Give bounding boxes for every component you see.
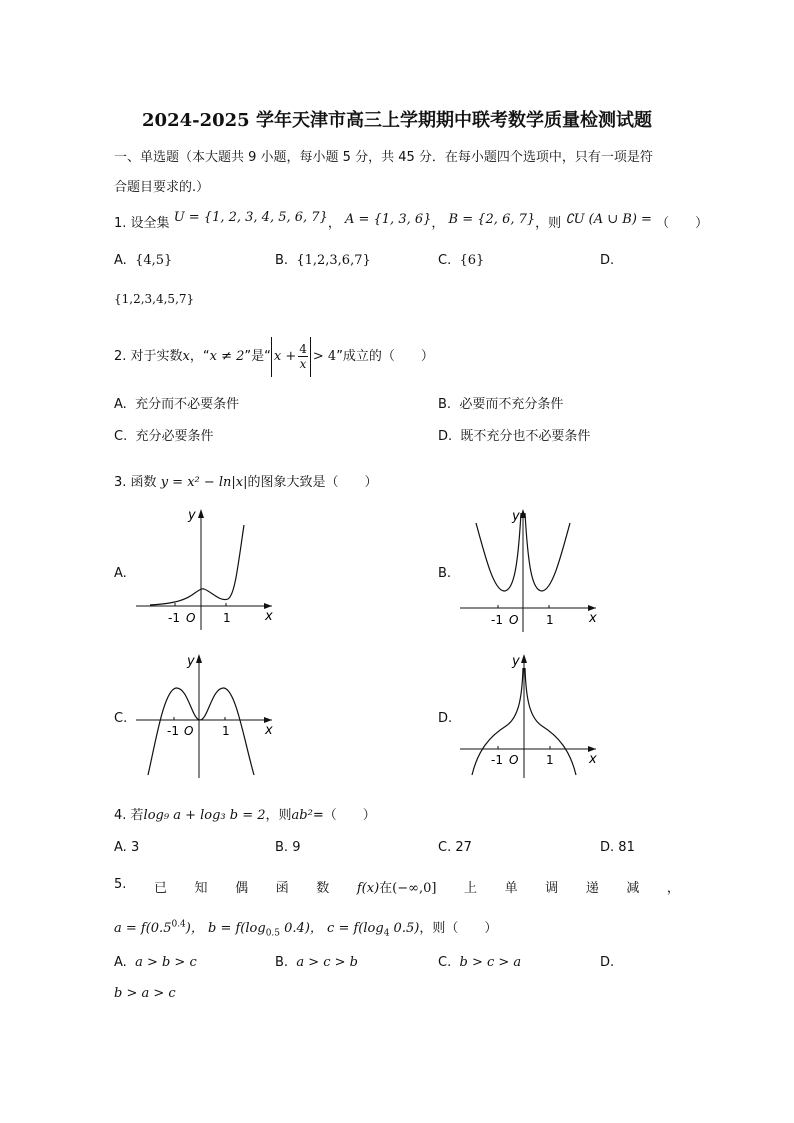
q5-a: a = f(0.5 [114, 921, 172, 936]
question-2 [114, 336, 434, 378]
q5-c-sub: 4 [383, 928, 390, 939]
label-x: x [589, 611, 597, 626]
label-y: y [512, 509, 520, 524]
q2-fraction: $\frac{4}{x}$ [299, 342, 307, 371]
q1-paren: （ ） [656, 216, 709, 231]
q1-option-d-text: {1,2,3,4,5,7} [114, 292, 195, 306]
y-axis-arrow-icon [196, 654, 202, 663]
graph-label-b: B. [438, 566, 452, 581]
q5-b-end: 0.4)， [280, 921, 323, 936]
q5-word: 数 [316, 881, 330, 896]
q5-b-sub: 0.5 [265, 928, 281, 939]
q4-tail: =（ ） [312, 808, 376, 823]
label-pos1: 1 [546, 753, 554, 767]
q1-prefix: 1. 设全集 [114, 216, 170, 231]
q2-mid2: ”是“ [244, 349, 271, 364]
q5-word: 上 [464, 881, 478, 896]
q5-word: 函 [275, 881, 289, 896]
label-origin: O [509, 613, 519, 627]
q5-a-exp: 0.4 [171, 919, 186, 930]
q5-option-c: C. b > c > a [438, 955, 522, 970]
q5-word: 减 [626, 881, 640, 896]
q1-option-c: C. {6} [438, 253, 485, 268]
q4-option-a: A. 3 [114, 840, 140, 855]
q4-mid: ，则 [265, 808, 292, 823]
q1-set-a: A = {1, 3, 6} [344, 212, 432, 227]
q2-var: x [182, 349, 190, 364]
q1-then: ，则 [535, 216, 562, 231]
label-neg1: -1 [491, 753, 503, 767]
label-pos1: 1 [222, 724, 230, 738]
q5-interval: (−∞,0] [392, 881, 437, 896]
q4-option-c: C. 27 [438, 840, 472, 855]
q2-option-b: B. 必要而不充分条件 [438, 397, 564, 412]
q4-expression: log₉ a + log₃ b = 2 [143, 808, 266, 823]
y-axis-arrow-icon [198, 509, 204, 518]
graph-b [456, 505, 606, 635]
q5-c: c = f(log [327, 921, 384, 936]
q4-option-d: D. 81 [600, 840, 635, 855]
q5-b: b = f(log [208, 921, 266, 936]
curve-left [476, 513, 521, 591]
graph-d [456, 650, 606, 780]
q2-tail: ”成立的（ ） [336, 349, 434, 364]
q1-option-d-label: D. [600, 253, 615, 268]
label-origin: O [184, 724, 194, 738]
q3-prefix: 3. 函数 [114, 475, 157, 490]
q5-word: ， [666, 881, 680, 896]
q1-option-b: B. {1,2,3,6,7} [275, 253, 371, 268]
q5-zai: 在 [379, 881, 393, 896]
curve [150, 525, 244, 605]
question-4 [114, 804, 376, 823]
curve-right [525, 513, 570, 591]
section-header-line1: 一、单选题（本大题共 9 小题，每小题 5 分，共 45 分．在每小题四个选项中，只有一项是符 [114, 150, 653, 165]
q5-word: 调 [545, 881, 559, 896]
q2-option-d: D. 既不充分也不必要条件 [438, 429, 591, 444]
q2-gt: > 4 [312, 349, 337, 364]
q3-tail: 的图象大致是（ ） [247, 475, 378, 490]
q5-option-a: A. a > b > c [114, 955, 197, 970]
q1-option-a: A. {4,5} [114, 253, 173, 268]
label-x: x [589, 752, 597, 767]
q5-option-b: B. a > c > b [275, 955, 358, 970]
question-3 [114, 471, 378, 490]
q1-set-b: B = {2, 6, 7} [448, 212, 536, 227]
graph-c [132, 650, 282, 780]
label-x: x [265, 723, 273, 738]
q5-a-end: )， [185, 921, 204, 936]
q1-set-u: U = {1, 2, 3, 4, 5, 6, 7} [173, 210, 328, 225]
q5-fx: f(x) [356, 881, 380, 896]
q5-word: 递 [585, 881, 599, 896]
q5-word: 偶 [235, 881, 249, 896]
q2-prefix: 2. 对于实数 [114, 349, 183, 364]
q5-word: 单 [504, 881, 518, 896]
q5-option-d-text: b > a > c [114, 986, 176, 1001]
label-y: y [512, 654, 520, 669]
q4-option-b: B. 9 [275, 840, 301, 855]
q5-word: 知 [194, 881, 208, 896]
graph-label-d: D. [438, 711, 453, 726]
label-neg1: -1 [168, 611, 180, 625]
q5-c-end: 0.5) [389, 921, 420, 936]
question-1: 1. 设全集 U = {1, 2, 3, 4, 5, 6, 7}， A = {1, 3, 6}， B = {2, 6, 7}，则 ∁U (A ∪ B) = （ ） [114, 210, 709, 231]
graph-label-a: A. [114, 566, 127, 581]
label-neg1: -1 [167, 724, 179, 738]
q2-option-a: A. 充分而不必要条件 [114, 397, 240, 412]
page-title: 2024-2025 学年天津市高三上学期期中联考数学质量检测试题 [142, 110, 652, 131]
q5-word: 已 [153, 881, 167, 896]
q5-option-d-label: D. [600, 955, 615, 970]
q2-abs-inner: x + [273, 349, 297, 364]
question-5-line1 [114, 877, 680, 896]
q5-tail: ，则（ ） [419, 921, 498, 936]
q2-mid1: ，“ [189, 349, 210, 364]
curve [148, 688, 254, 775]
label-y: y [188, 508, 196, 523]
label-origin: O [186, 611, 196, 625]
q4-expression2: ab² [291, 808, 313, 823]
q2-condition: x ≠ 2 [209, 349, 245, 364]
q4-prefix: 4. 若 [114, 808, 144, 823]
q3-expression: y = x² − ln|x| [160, 475, 248, 490]
label-neg1: -1 [491, 613, 503, 627]
label-x: x [265, 609, 273, 624]
q2-option-c: C. 充分必要条件 [114, 429, 214, 444]
q1-expression: ∁U (A ∪ B) = [565, 212, 652, 227]
section-header-line2: 合题目要求的.） [114, 180, 210, 195]
label-origin: O [509, 753, 519, 767]
label-pos1: 1 [546, 613, 554, 627]
label-pos1: 1 [223, 611, 231, 625]
label-y: y [187, 654, 195, 669]
graph-a [132, 505, 282, 635]
question-5-line2 [114, 917, 497, 939]
q5-num: 5. [114, 877, 127, 892]
y-axis-arrow-icon [521, 654, 527, 663]
graph-label-c: C. [114, 711, 128, 726]
